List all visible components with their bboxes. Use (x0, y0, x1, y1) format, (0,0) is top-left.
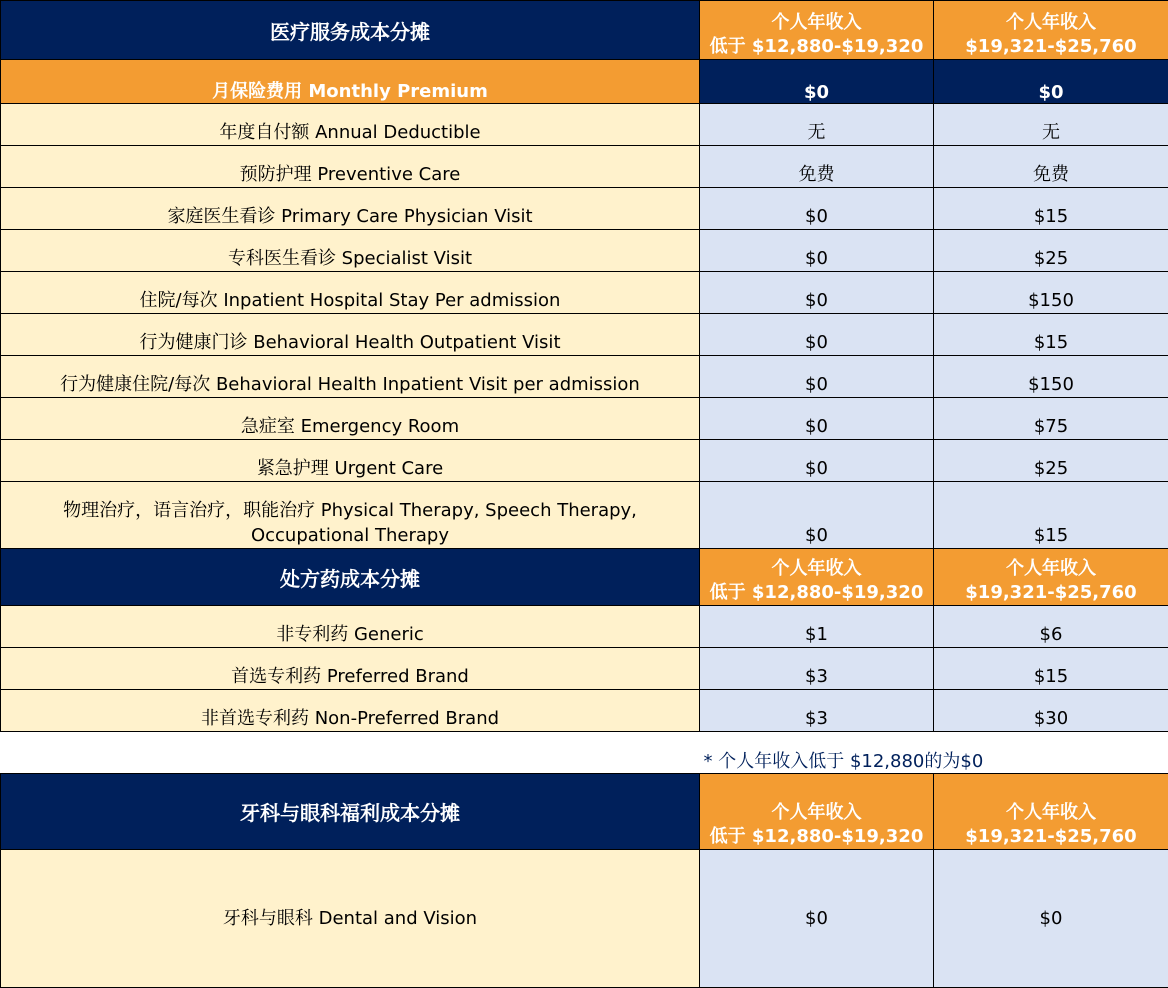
row-label: 非专利药 Generic (1, 606, 700, 648)
table-row (1, 272, 1168, 314)
therapy-label-line1: 物理治疗，语言治疗，职能治疗 Physical Therapy, Speech Therapy, (1, 498, 699, 523)
table-row (1, 104, 1168, 146)
dental-col2-line2: $19,321-$25,760 (934, 825, 1168, 849)
therapy-value-2: $15 (934, 482, 1168, 549)
row-value-2: $25 (934, 440, 1168, 482)
rx-col2-line1: 个人年收入 (934, 557, 1168, 581)
dental-col1-header (700, 774, 934, 850)
row-value-1: $0 (700, 230, 934, 272)
table-row (1, 230, 1168, 272)
rx-header-row (1, 549, 1168, 606)
dental-value-2: $0 (934, 850, 1168, 988)
row-value-2: $15 (934, 314, 1168, 356)
medical-col2-line2: $19,321-$25,760 (934, 35, 1168, 59)
row-label: 行为健康门诊 Behavioral Health Outpatient Visit (1, 314, 700, 356)
table-row (1, 146, 1168, 188)
table-row (1, 648, 1168, 690)
row-value-1: $0 (700, 314, 934, 356)
dental-col2-line1: 个人年收入 (934, 801, 1168, 825)
row-value-2: $15 (934, 648, 1168, 690)
row-label: 预防护理 Preventive Care (1, 146, 700, 188)
row-label: 紧急护理 Urgent Care (1, 440, 700, 482)
therapy-label-line2: Occupational Therapy (1, 523, 699, 548)
rx-col1-line1: 个人年收入 (700, 557, 933, 581)
premium-row (1, 60, 1168, 104)
row-label: 家庭医生看诊 Primary Care Physician Visit (1, 188, 700, 230)
row-value-2: $25 (934, 230, 1168, 272)
row-value-2: $150 (934, 272, 1168, 314)
dental-header-row (1, 774, 1168, 850)
therapy-value-1: $0 (700, 482, 934, 549)
row-value-1: $0 (700, 188, 934, 230)
dental-col1-line2: 低于 $12,880-$19,320 (700, 825, 933, 849)
row-value-2: $15 (934, 188, 1168, 230)
dental-col1-line1: 个人年收入 (700, 801, 933, 825)
row-label: 住院/每次 Inpatient Hospital Stay Per admission (1, 272, 700, 314)
row-value-1: $1 (700, 606, 934, 648)
medical-section-title: 医疗服务成本分摊 (1, 1, 700, 60)
premium-value-1: $0 (700, 60, 934, 104)
row-value-1: $0 (700, 356, 934, 398)
row-label: 行为健康住院/每次 Behavioral Health Inpatient Visit per admission (1, 356, 700, 398)
row-label: 年度自付额 Annual Deductible (1, 104, 700, 146)
row-value-2: $150 (934, 356, 1168, 398)
row-value-1: 无 (700, 104, 934, 146)
rx-section-title: 处方药成本分摊 (1, 549, 700, 606)
rx-col2-line2: $19,321-$25,760 (934, 581, 1168, 605)
medical-col1-header (700, 1, 934, 60)
medical-col2-line1: 个人年收入 (934, 11, 1168, 35)
therapy-row (1, 482, 1168, 549)
rx-col1-line2: 低于 $12,880-$19,320 (700, 581, 933, 605)
medical-col1-line1: 个人年收入 (700, 11, 933, 35)
medical-header-row (1, 1, 1168, 60)
dental-label: 牙科与眼科 Dental and Vision (1, 850, 700, 988)
dental-value-1: $0 (700, 850, 934, 988)
row-label: 非首选专利药 Non-Preferred Brand (1, 690, 700, 732)
table-row (1, 356, 1168, 398)
row-value-1: $0 (700, 272, 934, 314)
premium-label: 月保险费用 Monthly Premium (1, 60, 700, 104)
table-row (1, 440, 1168, 482)
row-value-2: $30 (934, 690, 1168, 732)
table-row (1, 606, 1168, 648)
dental-row (1, 850, 1168, 988)
row-value-1: $3 (700, 690, 934, 732)
row-value-2: $75 (934, 398, 1168, 440)
table-row (1, 314, 1168, 356)
table-row (1, 690, 1168, 732)
rx-col1-header (700, 549, 934, 606)
therapy-label (1, 482, 700, 549)
table-row (1, 398, 1168, 440)
medical-col2-header (934, 1, 1168, 60)
premium-value-2: $0 (934, 60, 1168, 104)
note-blank-cell (1, 732, 700, 774)
row-value-2: 免费 (934, 146, 1168, 188)
row-label: 首选专利药 Preferred Brand (1, 648, 700, 690)
table-row (1, 188, 1168, 230)
row-value-2: 无 (934, 104, 1168, 146)
row-value-1: $0 (700, 440, 934, 482)
dental-section-title: 牙科与眼科福利成本分摊 (1, 774, 700, 850)
rx-col2-header (934, 549, 1168, 606)
row-value-1: $3 (700, 648, 934, 690)
row-value-2: $6 (934, 606, 1168, 648)
medical-col1-line2: 低于 $12,880-$19,320 (700, 35, 933, 59)
row-label: 专科医生看诊 Specialist Visit (1, 230, 700, 272)
row-label: 急症室 Emergency Room (1, 398, 700, 440)
income-note: * 个人年收入低于 $12,880的为$0 (700, 732, 1168, 774)
dental-col2-header (934, 774, 1168, 850)
note-row (1, 732, 1168, 774)
row-value-1: 免费 (700, 146, 934, 188)
row-value-1: $0 (700, 398, 934, 440)
